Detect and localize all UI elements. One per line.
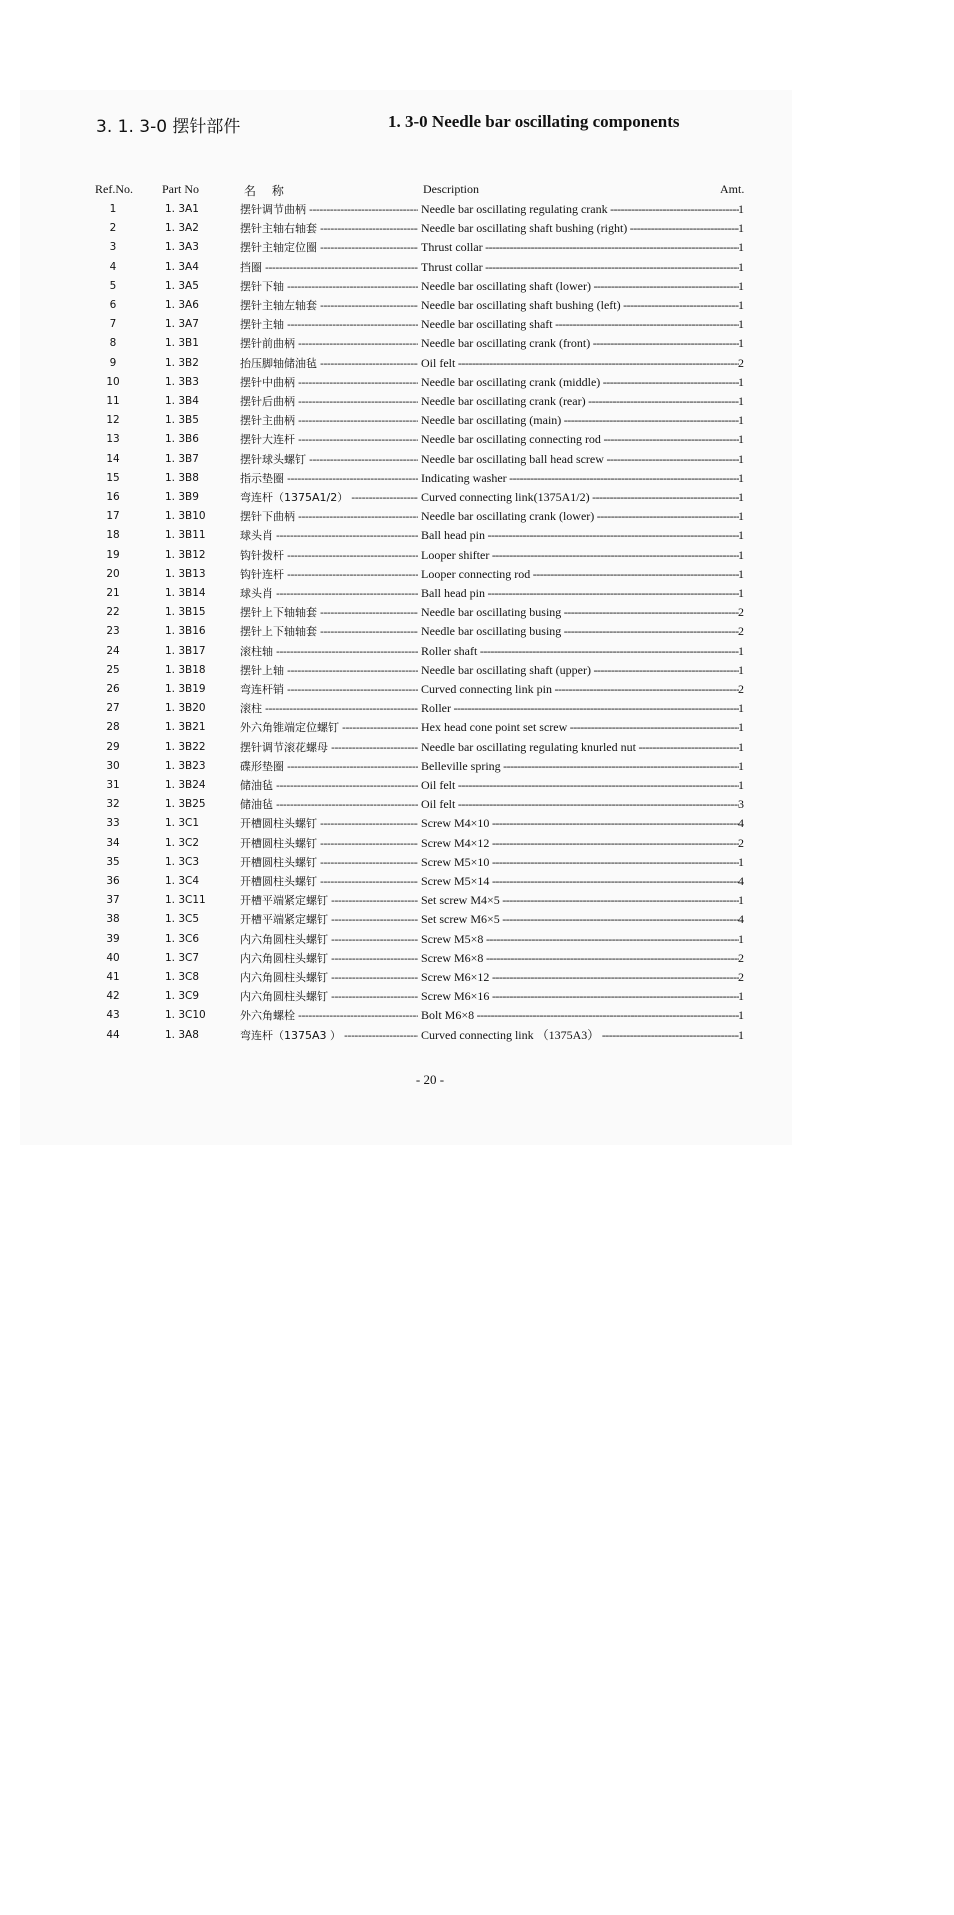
ref-no: 10 (106, 375, 120, 388)
part-name: 摆针上下轴轴套 ----- (240, 624, 418, 639)
table-row (0, 219, 954, 238)
amount: 2 (738, 970, 744, 984)
amount: 1 (738, 202, 744, 216)
table-row (0, 488, 954, 507)
amount: 4 (738, 874, 744, 888)
part-name: 内六角圆柱头螺钉 ----- (240, 932, 418, 947)
part-name: 摆针主轴左轴套 ----- (240, 298, 418, 313)
ref-no: 26 (106, 683, 120, 695)
table-row (0, 450, 954, 469)
part-no: 1. 3B15 (165, 606, 206, 619)
part-name: 抬压脚轴储油毡 ----- (240, 356, 418, 371)
ref-no: 38 (106, 913, 120, 926)
part-no: 1. 3B10 (165, 510, 206, 523)
part-no: 1. 3B23 (165, 759, 206, 772)
amount: 2 (738, 950, 744, 965)
column-header-part-no: Part No (162, 182, 199, 196)
part-name: 摆针主轴右轴套 ----- (240, 221, 418, 236)
part-name: 摆针主轴 ----- (240, 317, 418, 332)
amount: 1 (738, 893, 744, 908)
part-name: 储油毡 ----- (240, 778, 418, 793)
ref-no: 3 (109, 241, 117, 254)
part-no: 1. 3B11 (165, 529, 206, 542)
part-name: 摆针中曲柄 ----- (240, 375, 418, 390)
part-no: 1. 3B2 (165, 356, 199, 369)
table-row (0, 603, 954, 622)
table-row (0, 814, 954, 833)
ref-no: 40 (106, 951, 120, 964)
description: Oil felt ----- (421, 797, 739, 812)
amount: 4 (738, 912, 744, 927)
ref-no: 2 (109, 222, 117, 235)
part-name: 开槽平端紧定螺钉 ----- (240, 912, 418, 927)
part-no: 1. 3B17 (165, 644, 206, 657)
amount: 1 (738, 470, 744, 485)
description: Hex head cone point set screw ----- (421, 720, 739, 735)
description: Needle bar oscillating shaft ----- (421, 317, 739, 332)
part-name: 球头肖 ----- (240, 586, 418, 601)
description: Curved connecting link （1375A3） ----- (421, 1028, 739, 1043)
amount: 1 (738, 720, 744, 735)
ref-no: 12 (106, 414, 120, 427)
amount: 2 (738, 355, 744, 370)
part-no: 1. 3C10 (165, 1009, 206, 1022)
amount: 1 (738, 566, 744, 581)
description: Needle bar oscillating connecting rod ----- (421, 432, 739, 447)
table-row (0, 661, 954, 680)
part-no: 1. 3B16 (165, 625, 206, 638)
amount: 4 (738, 816, 744, 831)
page-number: - 20 - (415, 1072, 445, 1087)
description: Roller shaft ----- (421, 644, 739, 659)
part-no: 1. 3B22 (165, 740, 206, 753)
description: Indicating washer ----- (421, 471, 739, 486)
part-name: 开槽平端紧定螺钉 ----- (240, 893, 418, 908)
amount: 1 (738, 221, 744, 236)
part-no: 1. 3B9 (165, 491, 199, 503)
part-no: 1. 3B25 (165, 798, 206, 811)
description: Looper connecting rod ----- (421, 567, 739, 582)
table-row (0, 238, 954, 257)
part-name: 球头肖 ----- (240, 528, 418, 543)
table-row (0, 680, 954, 699)
part-no: 1. 3A4 (165, 260, 199, 273)
amount: 1 (738, 394, 744, 408)
part-no: 1. 3B7 (165, 452, 199, 465)
table-row (0, 853, 954, 872)
part-no: 1. 3A1 (165, 203, 199, 215)
table-row (0, 757, 954, 776)
part-no: 1. 3B8 (165, 471, 199, 484)
amount: 1 (738, 931, 744, 946)
description: Needle bar oscillating crank (lower) ----- (421, 509, 739, 524)
part-name: 开槽圆柱头螺钉 ----- (240, 816, 418, 831)
ref-no: 30 (106, 759, 120, 772)
ref-no: 33 (106, 817, 120, 830)
description: Needle bar oscillating ball head screw ----- (421, 452, 739, 467)
description: Ball head pin ----- (421, 586, 739, 601)
table-row (0, 968, 954, 987)
description: Needle bar oscillating shaft (upper) ----- (421, 663, 739, 678)
part-name: 摆针后曲柄 ----- (240, 394, 418, 409)
amount: 1 (738, 490, 744, 504)
ref-no: 44 (106, 1028, 120, 1041)
part-no: 1. 3C7 (165, 951, 200, 964)
part-name: 摆针下轴 ----- (240, 279, 418, 294)
amount: 1 (738, 739, 744, 754)
amount: 1 (738, 298, 744, 312)
amount: 1 (738, 528, 744, 543)
amount: 1 (738, 586, 744, 600)
description: Needle bar oscillating shaft bushing (right) ----- (421, 221, 739, 236)
part-no: 1. 3A8 (165, 1028, 199, 1041)
part-no: 1. 3C9 (165, 990, 200, 1003)
ref-no: 32 (106, 798, 120, 811)
part-name: 摆针下曲柄 ----- (240, 509, 418, 524)
part-name: 钩针连杆 ----- (240, 567, 418, 582)
table-row (0, 258, 954, 277)
description: Oil felt ----- (421, 356, 739, 371)
part-no: 1. 3B4 (165, 395, 199, 407)
part-no: 1. 3B3 (165, 375, 199, 388)
ref-no: 36 (106, 875, 120, 887)
ref-no: 24 (106, 644, 120, 657)
table-row (0, 200, 954, 219)
part-no: 1. 3B24 (165, 779, 206, 791)
ref-no: 18 (106, 529, 120, 542)
part-no: 1. 3C2 (165, 836, 200, 849)
description: Screw M6×16 ----- (421, 989, 739, 1004)
ref-no: 8 (109, 337, 117, 350)
table-row (0, 930, 954, 949)
ref-no: 16 (106, 491, 120, 503)
ref-no: 17 (106, 510, 120, 523)
part-no: 1. 3C5 (165, 913, 200, 926)
section-title-english: 1. 3-0 Needle bar oscillating components (388, 112, 680, 131)
table-row (0, 949, 954, 968)
amount: 2 (738, 605, 744, 620)
amount: 3 (738, 797, 744, 812)
amount: 1 (738, 1008, 744, 1023)
amount: 1 (738, 778, 744, 792)
part-no: 1. 3B12 (165, 548, 206, 561)
amount: 2 (738, 835, 744, 850)
part-no: 1. 3C4 (165, 875, 200, 887)
description: Set screw M6×5 ----- (421, 912, 739, 927)
amount: 1 (738, 509, 744, 524)
table-row (0, 277, 954, 296)
part-name: 滚柱轴 ----- (240, 644, 418, 659)
amount: 1 (738, 451, 744, 466)
amount: 1 (738, 643, 744, 658)
part-name: 弯连杆销 ----- (240, 682, 418, 697)
ref-no: 6 (109, 299, 117, 311)
description: Screw M6×12 ----- (421, 970, 739, 985)
table-row (0, 718, 954, 737)
part-name: 摆针上下轴轴套 ----- (240, 605, 418, 620)
description: Needle bar oscillating busing ----- (421, 605, 739, 620)
description: Curved connecting link(1375A1/2) ----- (421, 490, 739, 505)
ref-no: 25 (106, 663, 120, 676)
part-no: 1. 3B18 (165, 663, 206, 676)
section-title-chinese: 3. 1. 3-0 摆针部件 (96, 117, 241, 137)
table-row (0, 507, 954, 526)
table-row (0, 891, 954, 910)
column-header-description: Description (423, 182, 479, 196)
description: Needle bar oscillating (main) ----- (421, 413, 739, 428)
table-row (0, 1006, 954, 1025)
description: Curved connecting link pin ----- (421, 682, 739, 697)
part-name: 弯连杆（1375A1/2） ----- (240, 490, 418, 505)
description: Looper shifter ----- (421, 548, 739, 563)
ref-no: 37 (106, 894, 120, 907)
part-no: 1. 3C6 (165, 932, 200, 945)
part-name: 摆针主曲柄 ----- (240, 413, 418, 428)
part-name: 摆针球头螺钉 ----- (240, 452, 418, 467)
table-row (0, 622, 954, 641)
part-name: 指示垫圈 ----- (240, 471, 418, 486)
part-name: 开槽圆柱头螺钉 ----- (240, 836, 418, 851)
ref-no: 28 (106, 721, 120, 734)
amount: 1 (738, 374, 744, 389)
amount: 1 (738, 432, 744, 447)
part-no: 1. 3B5 (165, 414, 199, 427)
part-name: 摆针调节滚花螺母 ----- (240, 740, 418, 755)
ref-no: 14 (106, 452, 120, 465)
description: Screw M4×12 ----- (421, 836, 739, 851)
table-row (0, 392, 954, 411)
ref-no: 23 (106, 625, 120, 638)
table-row (0, 872, 954, 891)
ref-no: 31 (106, 779, 120, 791)
description: Screw M4×10 ----- (421, 816, 739, 831)
part-name: 开槽圆柱头螺钉 ----- (240, 855, 418, 870)
table-row (0, 546, 954, 565)
description: Screw M6×8 ----- (421, 951, 739, 966)
part-no: 1. 3C11 (165, 894, 206, 907)
ref-no: 7 (109, 318, 117, 331)
part-no: 1. 3A6 (165, 299, 199, 311)
table-row (0, 411, 954, 430)
part-name: 外六角螺栓 ----- (240, 1008, 418, 1023)
table-row (0, 296, 954, 315)
description: Screw M5×10 ----- (421, 855, 739, 870)
ref-no: 11 (106, 395, 120, 407)
table-row (0, 834, 954, 853)
part-no: 1. 3B19 (165, 683, 206, 695)
amount: 2 (738, 624, 744, 639)
table-row (0, 1026, 954, 1045)
part-name: 内六角圆柱头螺钉 ----- (240, 989, 418, 1004)
description: Oil felt ----- (421, 778, 739, 793)
part-name: 滚柱 ----- (240, 701, 418, 716)
part-name: 内六角圆柱头螺钉 ----- (240, 951, 418, 966)
ref-no: 39 (106, 932, 120, 945)
part-name: 开槽圆柱头螺钉 ----- (240, 874, 418, 889)
amount: 1 (738, 758, 744, 773)
description: Needle bar oscillating busing ----- (421, 624, 739, 639)
ref-no: 4 (109, 260, 117, 273)
description: Ball head pin ----- (421, 528, 739, 543)
description: Needle bar oscillating crank (middle) ----- (421, 375, 739, 390)
part-name: 碟形垫圈 ----- (240, 759, 418, 774)
column-header-amount: Amt. (720, 182, 745, 196)
part-name: 摆针上轴 ----- (240, 663, 418, 678)
description: Roller ----- (421, 701, 739, 716)
part-name: 摆针前曲柄 ----- (240, 336, 418, 351)
description: Bolt M6×8 ----- (421, 1008, 739, 1023)
ref-no: 29 (106, 740, 120, 753)
table-row (0, 910, 954, 929)
part-name: 弯连杆（1375A3 ） ----- (240, 1028, 418, 1043)
part-no: 1. 3C8 (165, 971, 200, 983)
description: Needle bar oscillating shaft (lower) ----- (421, 279, 739, 294)
ref-no: 1 (109, 203, 117, 215)
ref-no: 22 (106, 606, 120, 619)
description: Screw M5×14 ----- (421, 874, 739, 889)
part-no: 1. 3A5 (165, 279, 199, 292)
amount: 1 (738, 317, 744, 332)
table-row (0, 526, 954, 545)
part-no: 1. 3B14 (165, 587, 206, 599)
amount: 1 (738, 1027, 744, 1042)
part-name: 摆针主轴定位圈 ----- (240, 240, 418, 255)
description: Needle bar oscillating regulating crank ----- (421, 202, 739, 217)
column-header-ref-no: Ref.No. (95, 182, 133, 196)
table-row (0, 469, 954, 488)
table-row (0, 795, 954, 814)
table-row (0, 776, 954, 795)
part-name: 钩针拨杆 ----- (240, 548, 418, 563)
description: Thrust collar ----- (421, 260, 739, 275)
table-row (0, 565, 954, 584)
table-row (0, 354, 954, 373)
ref-no: 35 (106, 855, 120, 868)
amount: 1 (738, 278, 744, 293)
description: Needle bar oscillating shaft bushing (left) ----- (421, 298, 739, 313)
amount: 1 (738, 701, 744, 716)
column-header-name: 名 称 (244, 184, 290, 198)
amount: 1 (738, 989, 744, 1004)
description: Needle bar oscillating crank (front) ----- (421, 336, 739, 351)
amount: 2 (738, 682, 744, 696)
part-no: 1. 3B1 (165, 337, 199, 350)
amount: 1 (738, 662, 744, 677)
description: Belleville spring ----- (421, 759, 739, 774)
amount: 1 (738, 240, 744, 255)
table-row (0, 738, 954, 757)
table-row (0, 584, 954, 603)
description: Needle bar oscillating regulating knurled nut ----- (421, 740, 739, 755)
ref-no: 9 (109, 356, 117, 369)
part-no: 1. 3B13 (165, 567, 206, 580)
table-row (0, 987, 954, 1006)
table-row (0, 373, 954, 392)
ref-no: 41 (106, 971, 120, 983)
description: Thrust collar ----- (421, 240, 739, 255)
ref-no: 27 (106, 702, 120, 715)
amount: 1 (738, 854, 744, 869)
part-no: 1. 3B6 (165, 433, 199, 446)
table-row (0, 315, 954, 334)
table-row (0, 642, 954, 661)
part-name: 储油毡 ----- (240, 797, 418, 812)
ref-no: 21 (106, 587, 120, 599)
table-row (0, 430, 954, 449)
description: Set screw M4×5 ----- (421, 893, 739, 908)
amount: 1 (738, 259, 744, 274)
ref-no: 42 (106, 990, 120, 1003)
part-no: 1. 3B21 (165, 721, 206, 734)
part-no: 1. 3A7 (165, 318, 199, 331)
ref-no: 34 (106, 836, 120, 849)
part-no: 1. 3A2 (165, 222, 199, 235)
ref-no: 19 (106, 548, 120, 561)
part-no: 1. 3C1 (165, 817, 200, 830)
ref-no: 5 (109, 279, 117, 292)
amount: 1 (738, 547, 744, 562)
table-row (0, 699, 954, 718)
part-name: 内六角圆柱头螺钉 ----- (240, 970, 418, 985)
part-name: 摆针大连杆 ----- (240, 432, 418, 447)
amount: 1 (738, 413, 744, 428)
part-no: 1. 3C3 (165, 855, 200, 868)
ref-no: 20 (106, 567, 120, 580)
ref-no: 43 (106, 1009, 120, 1022)
part-no: 1. 3A3 (165, 241, 199, 254)
ref-no: 15 (106, 471, 120, 484)
part-no: 1. 3B20 (165, 702, 206, 715)
part-name: 外六角锥端定位螺钉 ----- (240, 720, 418, 735)
ref-no: 13 (106, 433, 120, 446)
description: Screw M5×8 ----- (421, 932, 739, 947)
part-name: 摆针调节曲柄 ----- (240, 202, 418, 217)
amount: 1 (738, 336, 744, 351)
part-name: 挡圈 ----- (240, 260, 418, 275)
table-row (0, 334, 954, 353)
description: Needle bar oscillating crank (rear) ----- (421, 394, 739, 409)
